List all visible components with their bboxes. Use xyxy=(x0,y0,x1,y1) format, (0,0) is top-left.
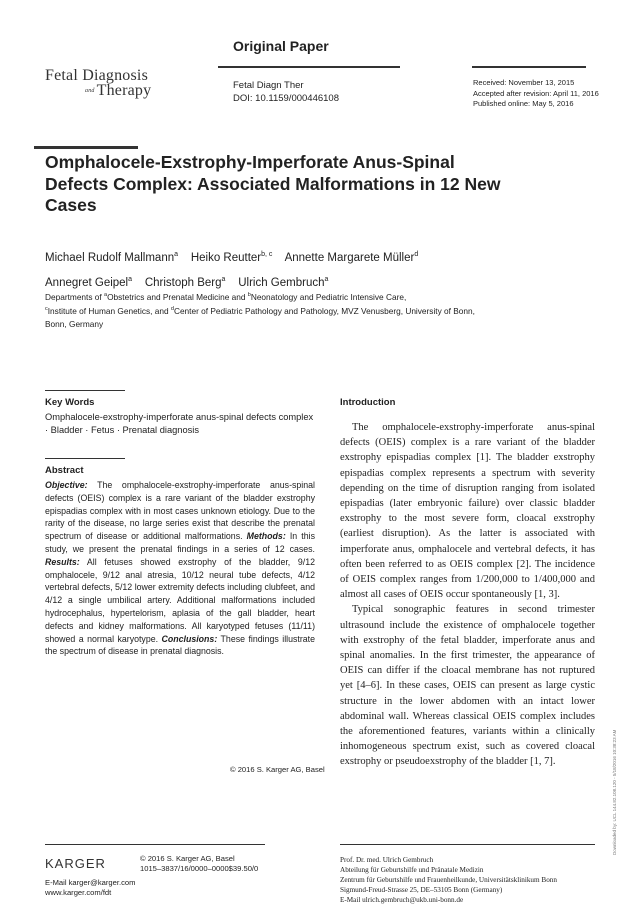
correspondence-email[interactable]: E-Mail ulrich.gembruch@ukb.uni-bonn.de xyxy=(340,896,464,904)
correspondence: Prof. Dr. med. Ulrich Gembruch Abteilung für Geburtshilfe und Pränatale Medizin Zentrum für Geburtshilfe und Frauenheilkunde, Universitätsklinikum Bonn Sigmund-Freud-Strasse 25, DE–53105 Bonn (Germany) E-Mail ulrich.gembruch@ukb.uni-bonn.de xyxy=(340,856,557,904)
methods-label: Methods: xyxy=(246,531,286,542)
intro-paragraph-1: The omphalocele-exstrophy-imperforate anus-spinal defects (OEIS) complex is a rare variant of the bladder exstrophy epispadias complex [1]. The bladder exstrophy epispadias complex represents a spectrum with severity depending on the time of disruption ranging from isolated epispadias (later embryonic failure) over classic bladder exstrophy to the most severe form, cloacal exstrophy (earliest disruption). As the latter is associated with imperforate anus, omphalocele and vertebral defects, it has often been referred to as OEIS complex [2]. The incidence of OEIS complex ranges from 1/200,000 to 1/400,000 and almost all cases of OEIS occur spontaneously [1, 3]. xyxy=(340,422,595,601)
title-bar xyxy=(34,146,138,149)
published-date: Published online: May 5, 2016 xyxy=(473,99,574,108)
journal-logo xyxy=(45,68,165,99)
abstract-rule xyxy=(45,458,125,459)
author-list xyxy=(45,244,565,294)
doi[interactable]: DOI: 10.1159/000446108 xyxy=(233,93,339,104)
logo-line1: Fetal Diagnosis xyxy=(45,67,148,84)
keywords-rule xyxy=(45,390,125,391)
author[interactable]: Heiko Reutter$^{b, c}$ xyxy=(190,251,273,264)
intro-paragraph-2: Typical sonographic features in second trimester ultrasound include the existence of omphalocele together with exstrophy of the fetal bladder, imperforate anus and spinal anomalies. In the first trimester, the appearance of OEIS can differ if the cloacal membrane has not ruptured yet [4–6]. In these cases, OEIS can present as large cystic structure in the lower abdomen with an intact lower abdominal wall. Whereas classical OEIS complex includes the aforementioned features, variants within a clinically inhomogeneous spectrum exist, such as covered cloacal exstrophy or pseudoexstrophy of the bladder [1, 7]. xyxy=(340,604,595,768)
results-label: Results: xyxy=(45,556,80,567)
keywords-text: Omphalocele-exstrophy-imperforate anus-spinal defects complex · Bladder · Fetus · Prenatal diagnosis xyxy=(45,412,314,435)
abstract-copyright: © 2016 S. Karger AG, Basel xyxy=(230,765,325,774)
logo-line2: Therapy xyxy=(96,82,152,99)
conclusions-label: Conclusions: xyxy=(161,633,218,644)
author[interactable]: Michael Rudolf Mallmann$^a$ xyxy=(45,251,179,264)
header-rule-gap xyxy=(400,66,472,69)
author[interactable]: Ulrich Gembruch$^a$ xyxy=(238,275,329,289)
section-label: Original Paper xyxy=(233,38,329,54)
author[interactable]: Annette Margarete Müller$^d$ xyxy=(284,251,419,264)
publisher-logo: KARGER xyxy=(45,856,106,871)
publisher-website[interactable]: www.karger.com/fdt xyxy=(45,888,112,897)
introduction-heading: Introduction xyxy=(340,397,396,408)
journal-name: Fetal Diagn Ther xyxy=(233,80,304,91)
accepted-date: Accepted after revision: April 11, 2016 xyxy=(473,88,599,98)
affiliations: Departments of $^a$Obstetrics and Prenatal Medicine and $^b$Neonatology and Pediatric Intensive Care, $^c$Institute of Human Genetics, and $^d$Center of Pediatric Pathology and Pathology, MVZ Venusberg, University of Bonn, Bonn, Germany xyxy=(45,291,475,329)
author[interactable]: Christoph Berg$^a$ xyxy=(144,275,226,289)
logo-and: and xyxy=(85,87,95,94)
publisher-email[interactable]: E-Mail karger@karger.com xyxy=(45,878,136,887)
journal-citation xyxy=(233,79,339,105)
footer-rule-right xyxy=(340,844,595,845)
download-stamp: Downloaded by: UCL 144.82.108.120 - 5/18/2016 10:38:23 AM xyxy=(612,729,617,855)
abstract-heading: Abstract xyxy=(45,465,84,476)
footer-copyright: © 2016 S. Karger AG, Basel 1015–3837/16/0000–0000$39.50/0 xyxy=(140,854,259,873)
footer-rule-left xyxy=(45,844,265,845)
introduction-body xyxy=(340,420,595,770)
footer-contact xyxy=(45,878,135,898)
article-title: Omphalocele-Exstrophy-Imperforate Anus-Spinal Defects Complex: Associated Malformations in 12 New Cases xyxy=(45,152,501,215)
keywords-heading: Key Words xyxy=(45,397,95,408)
objective-label: Objective: xyxy=(45,480,88,490)
abstract-text: Objective: The omphalocele-exstrophy-imperforate anus-spinal defects (OEIS) complex is a rare variant of the bladder exstrophy epispadias complex with in most cases unknown etiology. Due to the rarity of the disease, no large series exist that describe the prenatal spectrum of disease or additional malformations. Methods: In this study, we present the prenatal findings in a series of 12 cases. Results: All fetuses showed exstrophy of the bladder, 9/12 omphalocele, 9/12 anal atresia, 10/12 neural tube defects, 4/12 vertebral defects, 5/12 lower extremity defects including clubfeet, and 4/12 a single umbilical artery. Additional malformations included hydrocephalus, hypertelorism, aplasia of the gall bladder, heart defects and kidney malformations. All karyotyped fetuses (11/11) showed a normal karyotype. Conclusions: These findings illustrate the spectrum of disease in prenatal diagnosis. xyxy=(45,480,315,657)
received-date: Received: November 13, 2015 xyxy=(473,78,575,87)
author[interactable]: Annegret Geipel$^a$ xyxy=(45,275,133,289)
article-dates xyxy=(473,78,599,110)
